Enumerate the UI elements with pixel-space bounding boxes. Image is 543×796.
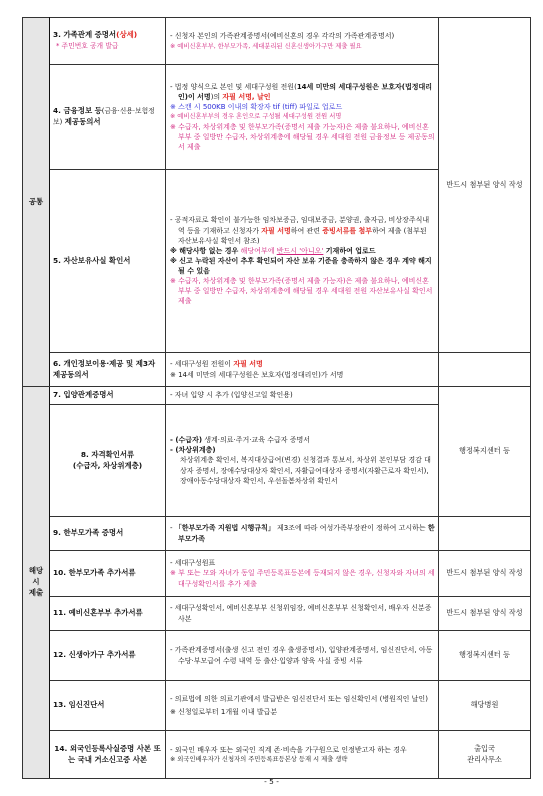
item-asset-statement: 5. 자산보유사실 확인서 bbox=[50, 170, 166, 353]
document-table bbox=[22, 17, 531, 779]
issuer-hospital: 해당병원 bbox=[439, 681, 531, 731]
item-pregnancy-certificate: 13. 임신진단서 bbox=[50, 681, 166, 731]
desc-single-parent-certificate: - 「한부모가족 지원법 시행규칙」 제3조에 따라 여성가족부장관이 정하여 고시하는 한부모가족 bbox=[166, 517, 439, 551]
desc-foreigner-registration: - 외국인 배우자 또는 외국인 직계 존·비속을 가구원으로 인정받고자 하는 경우 ※ 외국인배우자가 신청자의 주민등록표등본상 등재 시 제출 생략 bbox=[166, 731, 439, 779]
item-eligibility-docs: 8. 자격확인서류 (수급자, 차상위계층) bbox=[50, 405, 166, 517]
table-row bbox=[23, 517, 531, 551]
group-common: 공통 bbox=[23, 18, 50, 387]
table-row bbox=[23, 631, 531, 681]
desc-financial-consent: - 법정 양식으로 본인 및 세대구성원 전원(14세 미만의 세대구성원은 보호자(법정대리인)이 서명)의 자필 서명, 날인 ※ 스캔 시 500KB 이내의 확장자 tif (tiff) 파일로 업로드 ※ 예비신혼부부의 경우 혼인으로 구성될 세대구성원 전원 서명 ※ 수급자, 차상위계층 및 한부모가족(증명서 제출 가능자)은 제출 불요하나, 예비신혼부부 중 일방만 수급자, 차상위계층에 해당될 경우 세대원 전원 금융정보 등 제공동의서 제출 bbox=[166, 65, 439, 170]
page-number: - 5 - bbox=[264, 777, 279, 786]
desc-pregnancy-certificate: - 의료법에 의한 의료기관에서 발급받은 임신진단서 또는 임신확인서 (병원직인 날인) ※ 신청일로부터 1개월 이내 발급분 bbox=[166, 681, 439, 731]
group-applicable: 해당 시 제출 bbox=[23, 387, 50, 779]
item-newborn-extra: 12. 신생아가구 추가서류 bbox=[50, 631, 166, 681]
desc-adoption-certificate: - 자녀 입양 시 추가 (입양신고일 확인용) bbox=[166, 387, 439, 405]
item-privacy-consent: 6. 개인정보이용·제공 및 제3자 제공동의서 bbox=[50, 353, 166, 387]
issuer-welfare-center-1: 행정복지센터 등 bbox=[439, 387, 531, 517]
issuer-form-1: 반드시 첨부된 양식 작성 bbox=[439, 551, 531, 597]
desc-single-parent-extra: - 세대구성원표 ※ 부 또는 모와 자녀가 동일 주민등록표등본에 등재되지 않은 경우, 신청자와 자녀의 세대구성확인서를 추가 제출 bbox=[166, 551, 439, 597]
item-single-parent-certificate: 9. 한부모가족 증명서 bbox=[50, 517, 166, 551]
desc-newborn-extra: - 가족관계증명서(출생 신고 전인 경우 출생증명서), 입양관계증명서, 임신진단서, 아동수당·부모급여 수령 내역 등 출산·입양과 양육 사실 증빙 서류 bbox=[166, 631, 439, 681]
table-row bbox=[23, 353, 531, 387]
table-row bbox=[23, 681, 531, 731]
issuer-immigration: 출입국 관리사무소 bbox=[439, 731, 531, 779]
item-foreigner-registration: 14. 외국인등록사실증명 사본 또는 국내 거소신고증 사본 bbox=[50, 731, 166, 779]
item-adoption-certificate: 7. 입양관계증명서 bbox=[50, 387, 166, 405]
table-row bbox=[23, 551, 531, 597]
table-row bbox=[23, 387, 531, 405]
issuer-form-2: 반드시 첨부된 양식 작성 bbox=[439, 597, 531, 631]
issuer-common: 반드시 첨부된 양식 작성 bbox=[439, 18, 531, 353]
table-row bbox=[23, 597, 531, 631]
desc-privacy-consent: - 세대구성원 전원이 자필 서명 ※ 14세 미만의 세대구성원은 보호자(법정대리인)가 서명 bbox=[166, 353, 439, 387]
issuer-welfare-center-2: 행정복지센터 등 bbox=[439, 631, 531, 681]
issuer-empty bbox=[439, 517, 531, 551]
desc-pre-newlywed-extra: - 세대구성확인서, 예비신혼부부 신청위임장, 예비신혼부부 신청확인서, 배우자 신분증 사본 bbox=[166, 597, 439, 631]
desc-family-certificate: - 신청자 본인의 가족관계증명서(예비신혼의 경우 각각의 가족관계증명서) ※ 예비신혼부부, 한부모가족, 세대분리된 신혼신생아가구만 제출 필요 bbox=[166, 18, 439, 65]
desc-eligibility-docs: - (수급자) 생계·의료·주거·교육 수급자 증명서 - (차상위계층) 차상위계층 확인서, 복지대상급여(변경) 신청결과 통보서, 차상위 본인부담 경감 대상자 증명서, 장애수당대상자 확인서, 자활급여대상자 증명서(자활근로자 확인서), 장애아동수당대상자 확인서, 우선돌봄차상위 확인서 bbox=[166, 405, 439, 517]
table-row bbox=[23, 731, 531, 779]
desc-asset-statement: - 공적자료로 확인이 불가능한 임차보증금, 임대보증금, 분양권, 출자금, 비상장주식내역 등을 기재하고 신청자가 자필 서명하여 관련 증빙서류를 첨부하여 제출 (첨부된 자산보유사실 확인서 참조) ※ 해당사항 없는 경우 해당여부에 반드시 '아니오' 기재하여 업로드 ※ 신고 누락된 자산이 추후 확인되어 자산 보유 기준을 충족하지 않은 경우 계약 해지될 수 있음 ※ 수급자, 차상위계층 및 한부모가족(증명서 제출 가능자)은 제출 불요하나, 예비신혼부부 중 일방만 수급자, 차상위계층에 해당될 경우 세대원 전원 자산보유사실 확인서 제출 bbox=[166, 170, 439, 353]
item-financial-consent: 4. 금융정보 등(금융·신용·보험정보) 제공동의서 bbox=[50, 65, 166, 170]
item-pre-newlywed-extra: 11. 예비신혼부부 추가서류 bbox=[50, 597, 166, 631]
item-family-certificate: 3. 가족관계 증명서(상세) * 주민번호 공개 발급 bbox=[50, 18, 166, 65]
table-row bbox=[23, 18, 531, 65]
item-single-parent-extra: 10. 한부모가족 추가서류 bbox=[50, 551, 166, 597]
issuer-empty bbox=[439, 353, 531, 387]
